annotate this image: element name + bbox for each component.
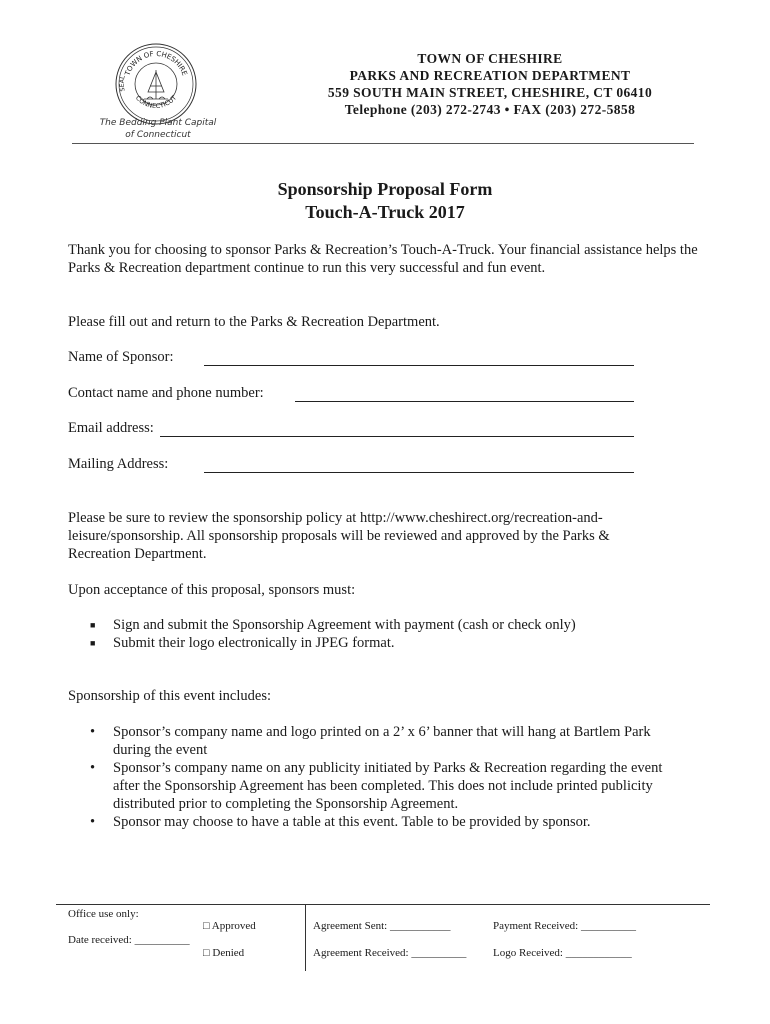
seal-tree-icon xyxy=(144,70,168,99)
list-item: ■ Submit their logo electronically in JPEG format. xyxy=(90,635,395,651)
payment-received-field[interactable]: Payment Received: __________ xyxy=(493,920,636,932)
must-heading: Upon acceptance of this proposal, sponsors must: xyxy=(68,582,356,598)
header-phone-fax: Telephone (203) 272-2743 • FAX (203) 272-5858 xyxy=(344,102,636,117)
agreement-sent-field[interactable]: Agreement Sent: ___________ xyxy=(313,920,451,932)
logo-received-field[interactable]: Logo Received: ____________ xyxy=(493,947,632,959)
office-use-box xyxy=(56,904,710,971)
bullet-icon: • xyxy=(90,814,96,830)
seal-text-left: SEAL xyxy=(118,75,127,92)
page-subtitle: Touch-A-Truck 2017 xyxy=(305,202,465,222)
approved-checkbox[interactable]: □ Approved xyxy=(203,920,256,932)
page-title: Sponsorship Proposal Form xyxy=(277,179,493,199)
header-address: 559 SOUTH MAIN STREET, CHESHIRE, CT 06410 xyxy=(327,85,653,100)
includes-list xyxy=(68,723,708,831)
town-tagline xyxy=(78,117,238,141)
instruction-text: Please fill out and return to the Parks & Recreation Department. xyxy=(68,314,440,330)
sponsor-name-field[interactable] xyxy=(204,349,634,366)
header-divider xyxy=(72,143,694,144)
square-bullet-icon: ■ xyxy=(90,620,96,630)
mailing-address-field[interactable] xyxy=(204,456,634,473)
policy-paragraph: Please be sure to review the sponsorship policy at http://www.cheshirect.org/recreation-and-leisure/sponsorship. All sponsorship proposals will be reviewed and approved by the Parks & Recreation Department. xyxy=(68,510,610,562)
seal-text-top: TOWN OF CHESHIRE xyxy=(123,49,189,77)
date-received-field[interactable]: Date received: __________ xyxy=(68,934,190,946)
svg-text:SEAL xyxy=(119,74,127,92)
list-item: • Sponsor’s company name on any publicity initiated by Parks & Recreation regarding the event after the Sponsorship Agreement has been completed. This does not include printed publicity distributed prior to completing the Sponsorship Agreement. xyxy=(90,760,663,812)
sponsor-name-label: Name of Sponsor: xyxy=(68,349,174,365)
town-seal-logo xyxy=(114,42,198,126)
contact-field[interactable] xyxy=(295,385,634,402)
tagline-line-2: of Connecticut xyxy=(125,130,191,140)
bullet-icon: • xyxy=(90,724,96,740)
square-bullet-icon: ■ xyxy=(90,638,96,648)
list-item: • Sponsor may choose to have a table at this event. Table to be provided by sponsor. xyxy=(90,814,591,830)
agreement-received-field[interactable]: Agreement Received: __________ xyxy=(313,947,467,959)
mailing-address-label: Mailing Address: xyxy=(68,456,169,472)
email-field[interactable] xyxy=(160,420,634,437)
tagline-line-1: The Bedding Plant Capital xyxy=(99,118,217,128)
includes-heading: Sponsorship of this event includes: xyxy=(68,688,271,704)
list-item: • Sponsor’s company name and logo printed on a 2’ x 6’ banner that will hang at Bartlem Park during the event xyxy=(90,724,651,758)
header-department: PARKS AND RECREATION DEPARTMENT xyxy=(349,68,631,83)
must-list xyxy=(68,616,708,652)
office-use-heading: Office use only: xyxy=(68,908,139,920)
contact-label: Contact name and phone number: xyxy=(68,385,264,401)
intro-paragraph: Thank you for choosing to sponsor Parks & Recreation’s Touch-A-Truck. Your financial assistance helps the Parks & Recreation department continue to run this very successful and fun event. xyxy=(68,242,698,276)
header-town: TOWN OF CHESHIRE xyxy=(417,51,563,66)
bullet-icon: • xyxy=(90,760,96,776)
denied-checkbox[interactable]: □ Denied xyxy=(203,947,245,959)
seal-text-bottom: CONNECTICUT xyxy=(133,93,179,111)
list-item: ■ Sign and submit the Sponsorship Agreement with payment (cash or check only) xyxy=(90,617,576,633)
email-label: Email address: xyxy=(68,420,154,436)
